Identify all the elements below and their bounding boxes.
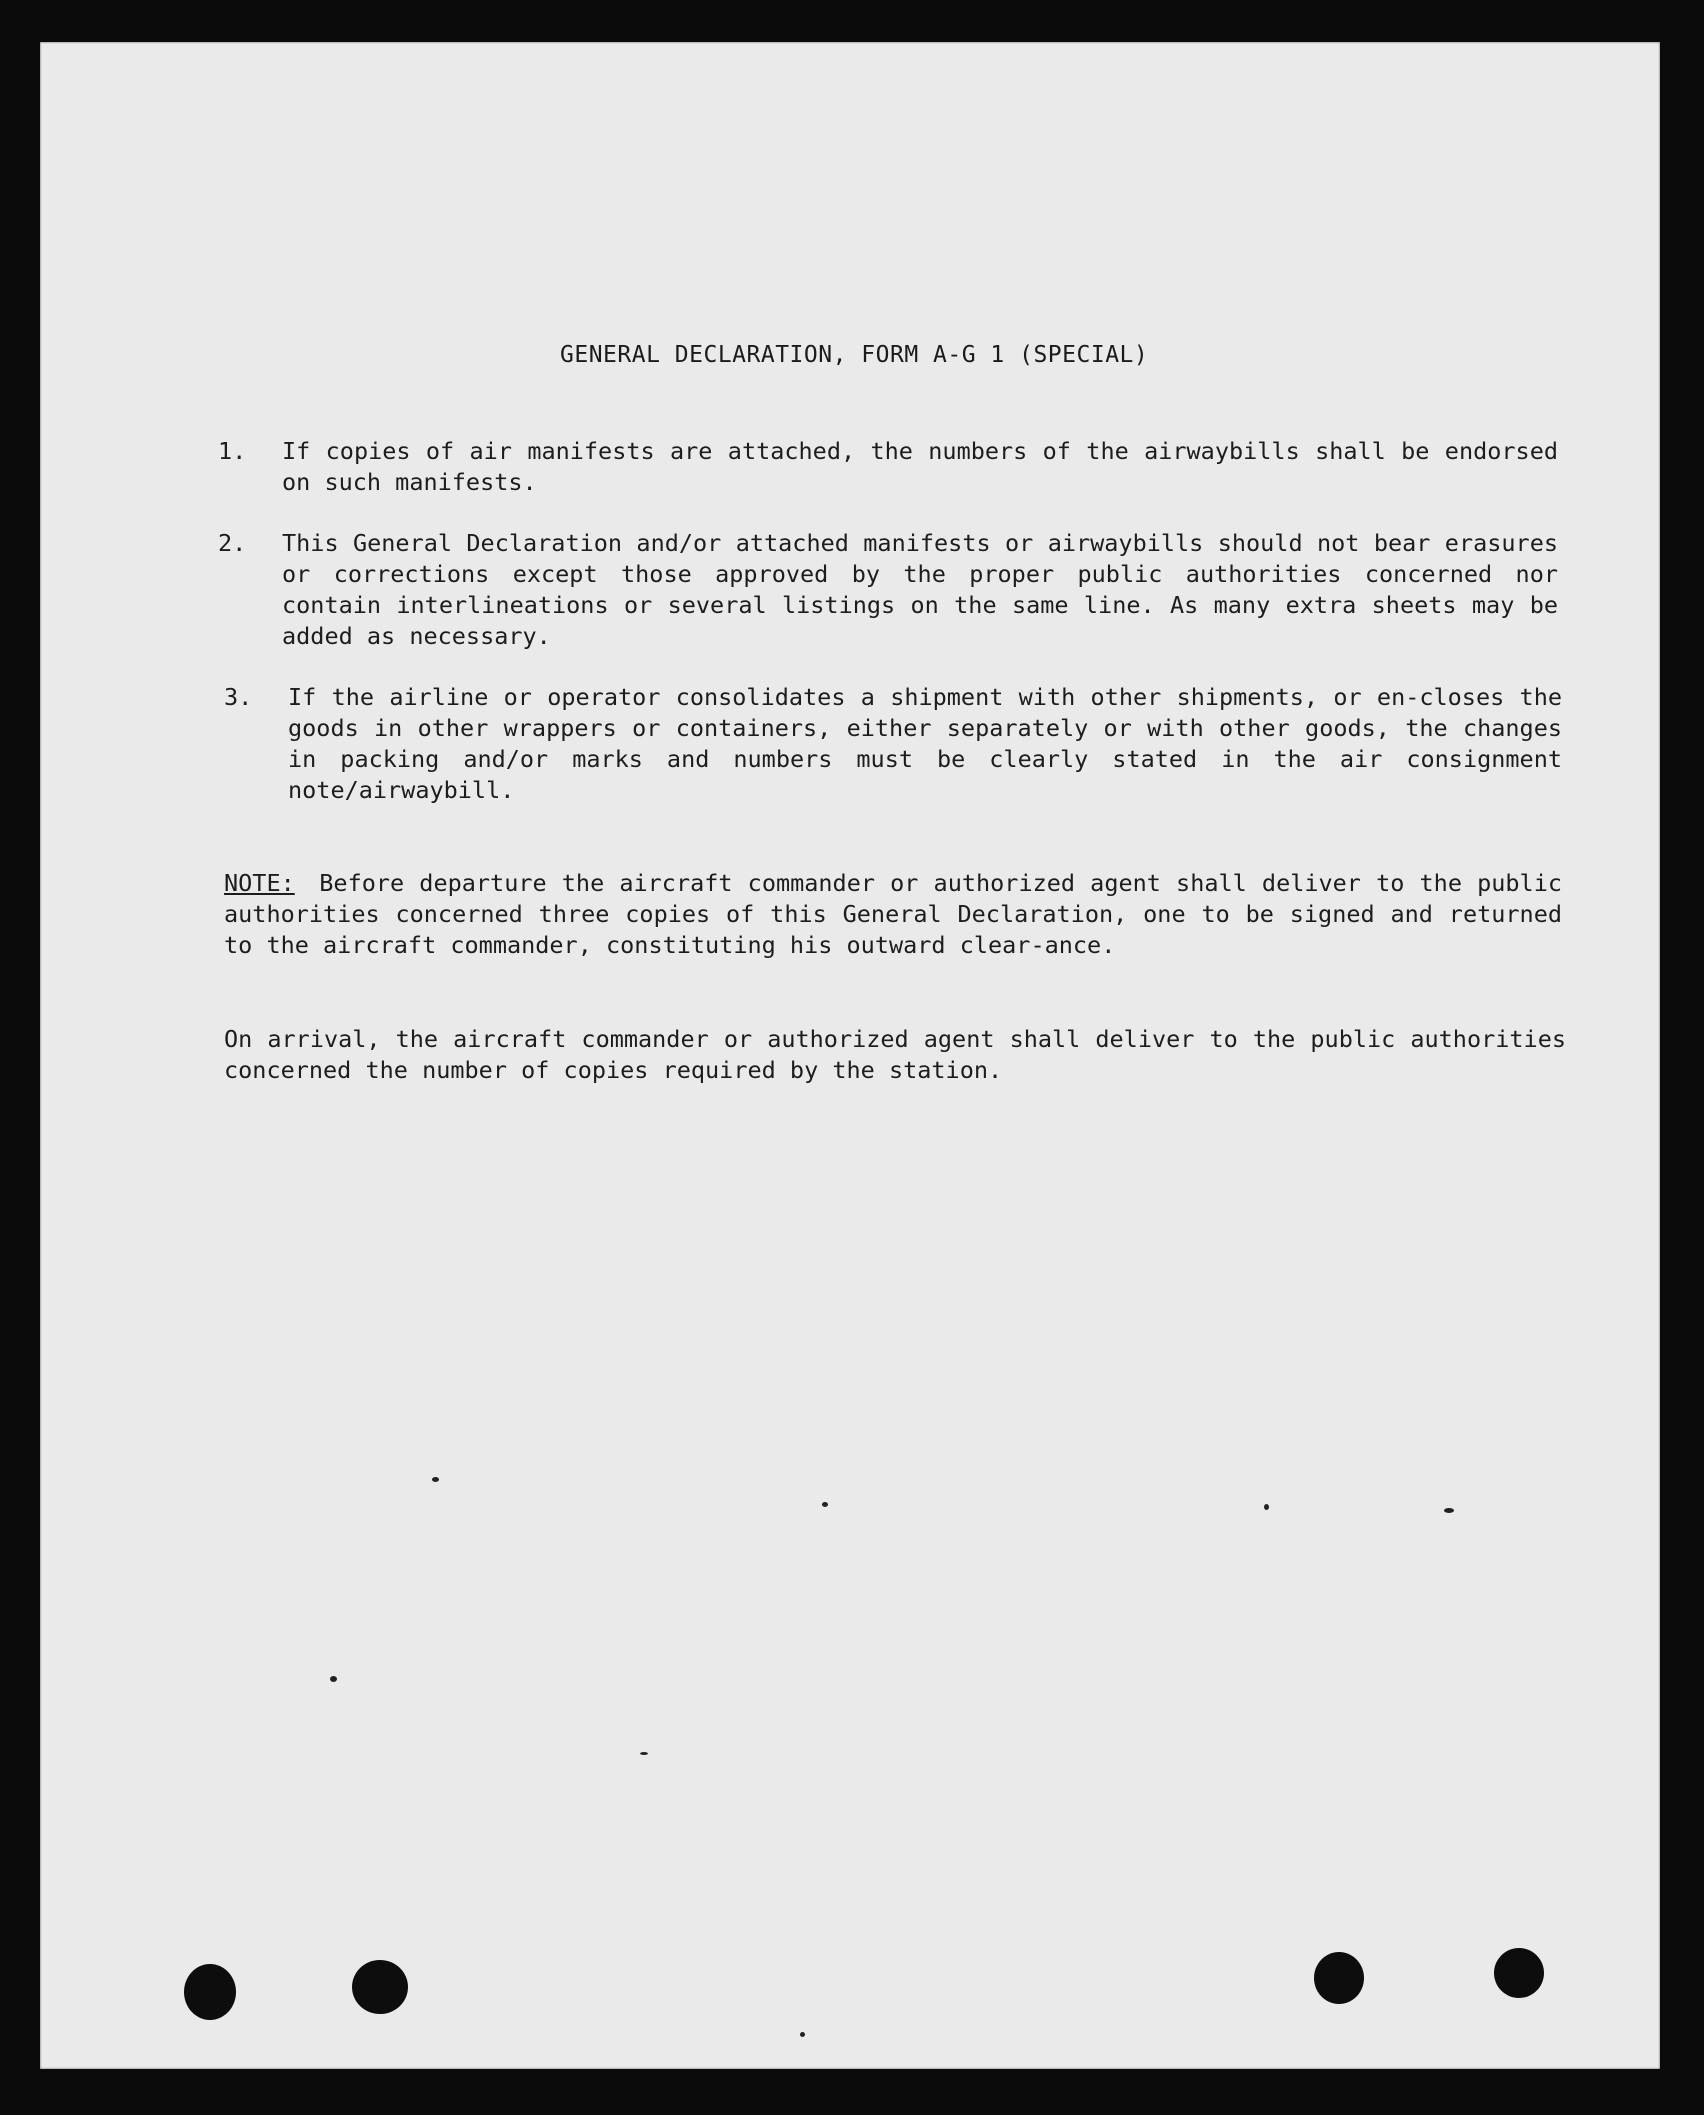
dust-speck — [800, 2032, 805, 2037]
note-paragraph — [224, 868, 1562, 961]
item-text: If copies of air manifests are attached, the numbers of the airwaybills shall be endorsed on such manifests. — [282, 437, 1558, 496]
note-text: Before departure the aircraft commander or authorized agent shall deliver to the public authorities concerned three copies of this General Declaration, one to be signed and returned to the aircraft commander, constituting his outward clear-ance. — [224, 869, 1562, 959]
document-page — [40, 42, 1660, 2069]
item-number: 1. — [218, 437, 247, 465]
note-label: NOTE: — [224, 869, 295, 897]
item-text: This General Declaration and/or attached manifests or airwaybills should not bear erasures or corrections except those approved by the proper public authorities concerned nor contain interlineations or several listings on the same line. As many extra sheets may be added as necessary. — [282, 529, 1558, 650]
punch-hole — [184, 1964, 236, 2020]
dust-speck — [432, 1477, 439, 1482]
dust-speck — [330, 1676, 337, 1682]
item-number: 3. — [224, 683, 253, 711]
dust-speck — [640, 1752, 648, 1755]
document-title: GENERAL DECLARATION, FORM A-G 1 (SPECIAL) — [560, 342, 1149, 368]
item-number: 2. — [218, 529, 247, 557]
punch-hole — [1494, 1948, 1544, 1998]
arrival-paragraph: On arrival, the aircraft commander or authorized agent shall deliver to the public authorities concerned the number of copies required by the station. — [224, 1025, 1566, 1084]
item-text: If the airline or operator consolidates a shipment with other shipments, or en-closes the goods in other wrappers or containers, either separately or with other goods, the changes in packing and/or marks and numbers must be clearly stated in the air consignment note/airwaybill. — [288, 683, 1562, 804]
dust-speck — [822, 1502, 828, 1507]
punch-hole — [1314, 1952, 1364, 2004]
dust-speck — [1444, 1508, 1454, 1513]
dust-speck — [1264, 1504, 1269, 1510]
punch-hole — [352, 1960, 408, 2014]
